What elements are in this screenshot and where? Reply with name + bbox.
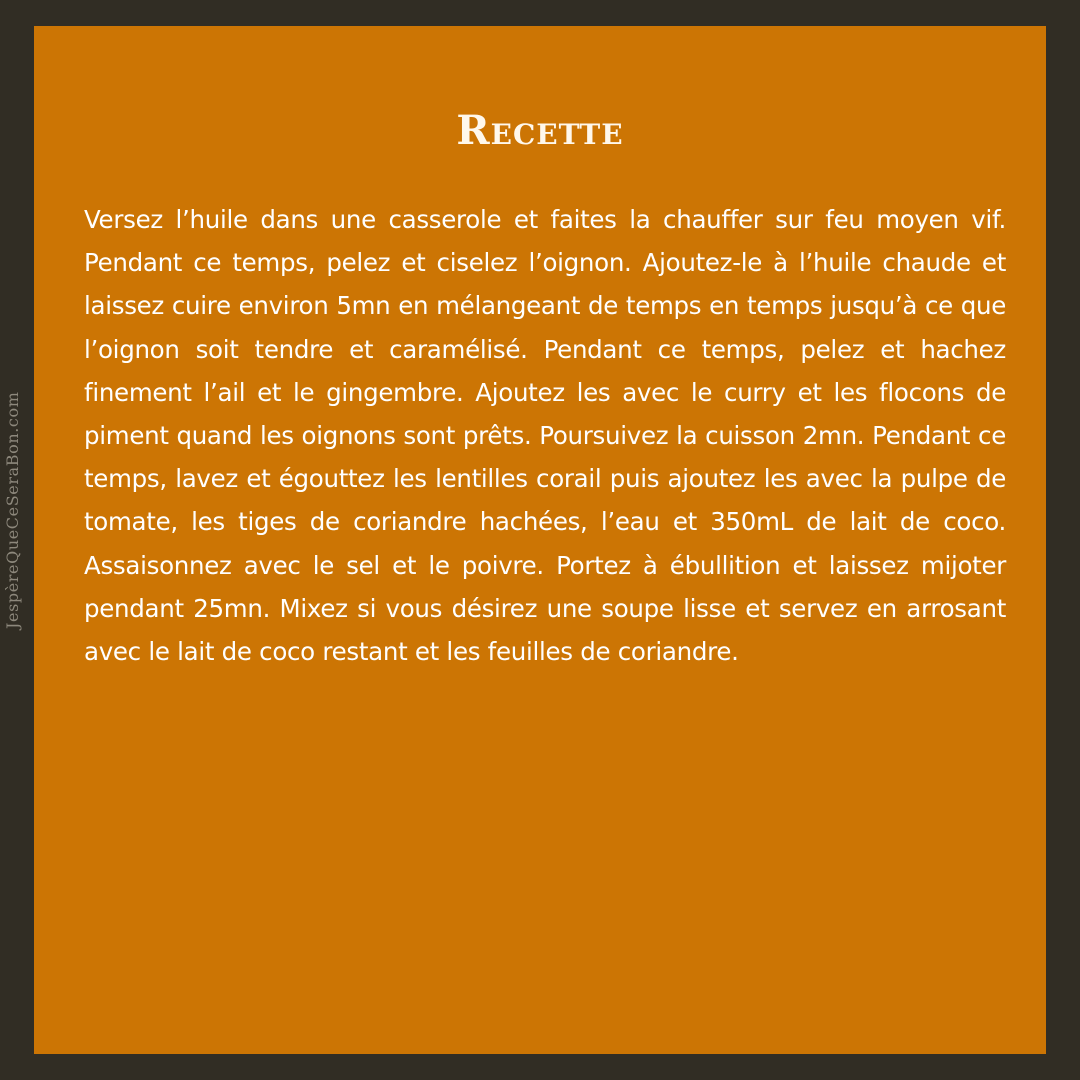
recipe-title: Recette: [456, 107, 624, 154]
website-watermark: JespèreQueCeSeraBon.com: [3, 391, 22, 629]
recipe-card: [34, 26, 1046, 1054]
recipe-instructions: Versez l’huile dans une casserole et faites la chauffer sur feu moyen vif. Pendant ce temps, pelez et ciselez l’oignon. Ajoutez-le à l’huile chaude et laissez cuire environ 5mn en mélangeant de temps en temps jusqu’à ce que l’oignon soit tendre et caramélisé. Pendant ce temps, pelez et hachez finement l’ail et le gingembre. Ajoutez les avec le curry et les flocons de piment quand les oignons sont prêts. Poursuivez la cuisson 2mn. Pendant ce temps, lavez et égouttez les lentilles corail puis ajoutez les avec la pulpe de tomate, les tiges de coriandre hachées, l’eau et 350mL de lait de coco. Assaisonnez avec le sel et le poivre. Portez à ébullition et laissez mijoter pendant 25mn. Mixez si vous désirez une soupe lisse et servez en arrosant avec le lait de coco restant et les feuilles de coriandre.: [84, 205, 1006, 667]
